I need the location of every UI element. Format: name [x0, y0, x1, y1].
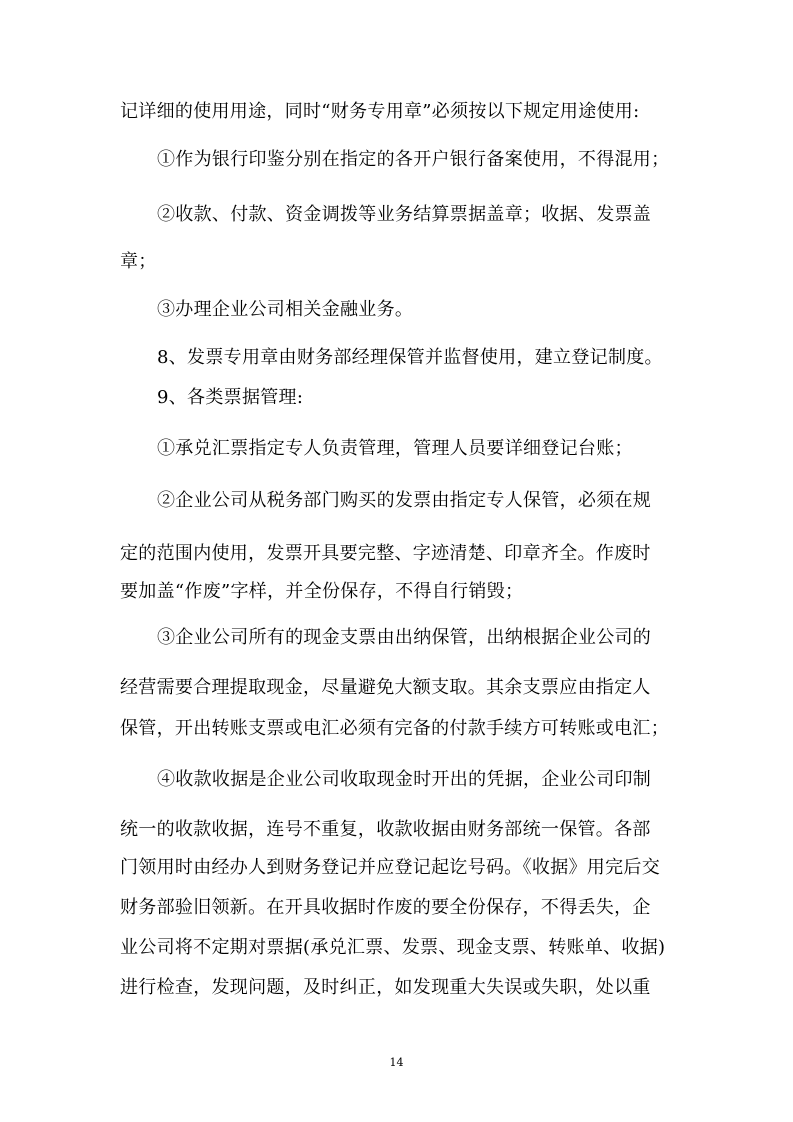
text-line: ②收款、付款、资金调拨等业务结算票据盖章；收据、发票盖	[157, 204, 652, 225]
text-line: 章；	[120, 251, 157, 272]
text-line: ①承兑汇票指定专人负责管理，管理人员要详细登记台账；	[157, 438, 633, 459]
text-line: 定的范围内使用，发票开具要完整、字迹清楚、印章齐全。作废时	[120, 543, 651, 564]
text-line: ②企业公司从税务部门购买的发票由指定专人保管，必须在规	[157, 490, 652, 511]
text-line: 9、各类票据管理:	[157, 387, 304, 408]
text-line: 8、发票专用章由财务部经理保管并监督使用，建立登记制度。	[157, 347, 663, 368]
text-line: 要加盖“作废”字样，并全份保存，不得自行销毁；	[120, 581, 524, 602]
text-line: 经营需要合理提取现金，尽量避免大额支取。其余支票应由指定人	[120, 677, 651, 698]
text-line: ③企业公司所有的现金支票由出纳保管，出纳根据企业公司的	[157, 627, 652, 648]
text-line: 财务部验旧领新。在开具收据时作废的要全份保存，不得丢失，企	[120, 897, 651, 918]
text-line: ①作为银行印鉴分别在指定的各开户银行备案使用，不得混用；	[157, 149, 670, 170]
text-line: ④收款收据是企业公司收取现金时开出的凭据，企业公司印制	[157, 769, 652, 790]
text-line: ③办理企业公司相关金融业务。	[157, 299, 414, 320]
text-line: 进行检查，发现问题，及时纠正，如发现重大失误或失职，处以重	[120, 977, 651, 998]
page-number: 14	[389, 1056, 404, 1069]
text-line: 记详细的使用用途，同时“财务专用章”必须按以下规定用途使用:	[120, 101, 640, 122]
text-line: 门领用时由经办人到财务登记并应登记起讫号码。《收据》用完后交	[120, 857, 660, 878]
text-line: 保管，开出转账支票或电汇必须有完备的付款手续方可转账或电汇；	[120, 718, 669, 739]
text-line: 统一的收款收据，连号不重复，收款收据由财务部统一保管。各部	[120, 819, 651, 840]
text-line: 业公司将不定期对票据(承兑汇票、发票、现金支票、转账单、收据)	[120, 937, 666, 958]
